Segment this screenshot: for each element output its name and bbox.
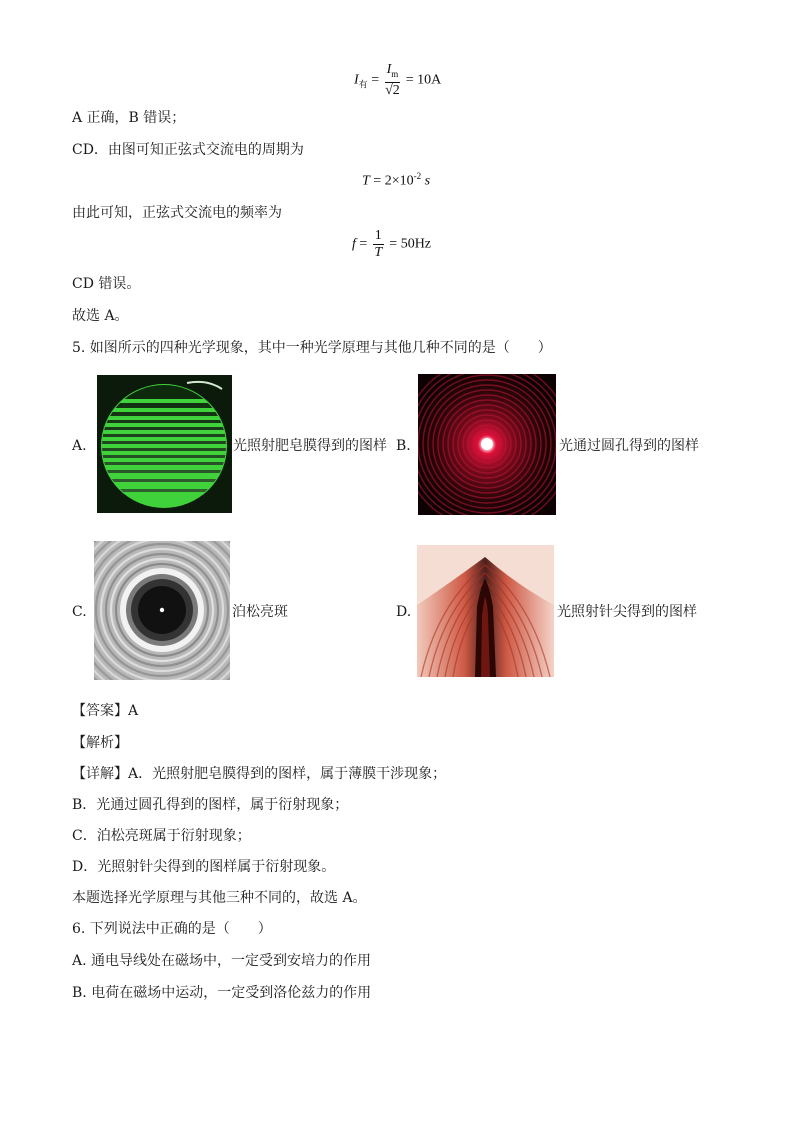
detail-line: C．泊松亮斑属于衍射现象； <box>72 828 251 844</box>
option-c-caption: 泊松亮斑 <box>232 604 288 620</box>
needle-tip-diffraction-image <box>417 545 554 677</box>
question-6-option-a: A. 通电导线处在磁场中，一定受到安培力的作用 <box>72 953 372 969</box>
question-6-option-b: B. 电荷在磁场中运动，一定受到洛伦兹力的作用 <box>72 985 372 1001</box>
option-d-letter: D. <box>396 604 412 620</box>
circular-hole-diffraction-image <box>418 374 556 515</box>
option-d-caption: 光照射针尖得到的图样 <box>557 604 697 620</box>
option-a-letter: A. <box>72 438 87 454</box>
question-6: 6. 下列说法中正确的是（ ） <box>72 921 272 937</box>
detail-line: 【详解】A．光照射肥皂膜得到的图样，属于薄膜干涉现象； <box>72 766 447 782</box>
formula-rms-current: $I_有$ = $\frac{I_m}{√2}$ = 10A <box>354 62 442 98</box>
answer-label: 【答案】A <box>72 703 139 719</box>
formula-frequency: f = $\frac{1}{T}$ = 50Hz <box>352 228 432 260</box>
question-5: 5. 如图所示的四种光学现象，其中一种光学原理与其他几种不同的是（ ） <box>72 340 552 356</box>
text-line: 故选 A。 <box>72 308 129 324</box>
analysis-label: 【解析】 <box>72 735 128 751</box>
detail-line: 本题选择光学原理与其他三种不同的，故选 A。 <box>72 890 367 906</box>
text-line: A 正确，B 错误； <box>72 110 186 126</box>
option-b-letter: B. <box>396 438 411 454</box>
poisson-spot-image <box>94 541 230 680</box>
option-c-letter: C. <box>72 604 87 620</box>
option-a-caption: 光照射肥皂膜得到的图样 <box>233 438 387 454</box>
formula-period: $T = 2\times 10^{-2}$ s <box>362 171 431 189</box>
text-line: CD 错误。 <box>72 276 141 292</box>
detail-line: D．光照射针尖得到的图样属于衍射现象。 <box>72 859 336 875</box>
detail-line: B．光通过圆孔得到的图样，属于衍射现象； <box>72 797 349 813</box>
text-line: CD．由图可知正弦式交流电的周期为 <box>72 142 304 158</box>
option-b-caption: 光通过圆孔得到的图样 <box>559 438 699 454</box>
soap-film-image <box>97 375 232 513</box>
text-line: 由此可知，正弦式交流电的频率为 <box>72 205 282 221</box>
